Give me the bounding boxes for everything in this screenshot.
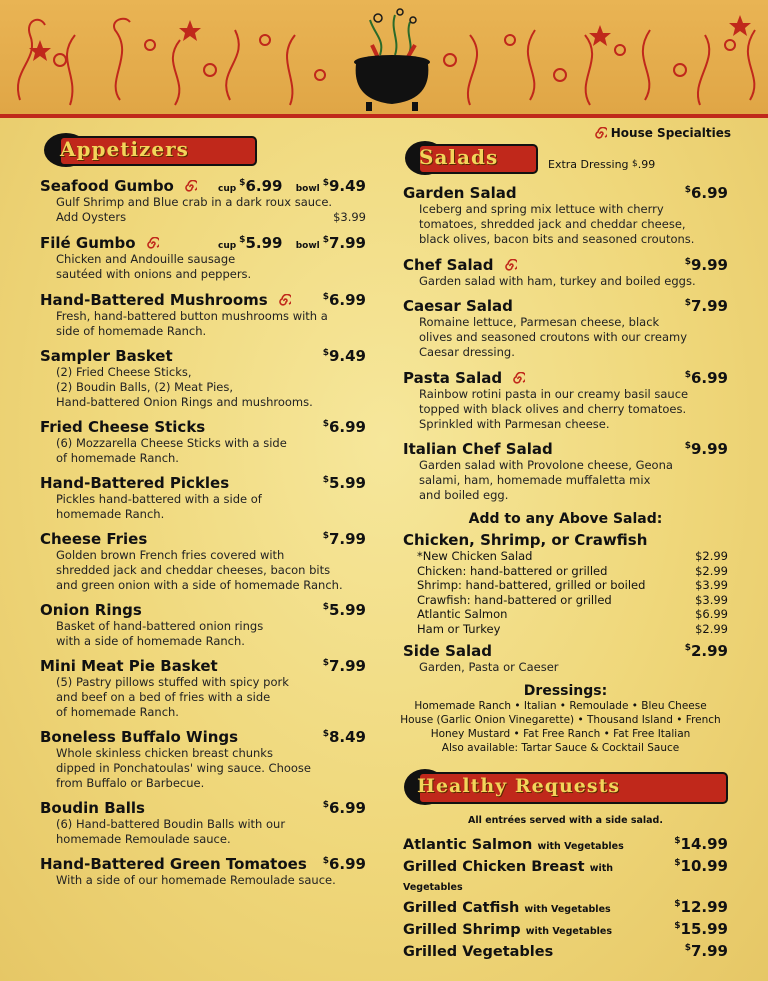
swirl-icon [145,237,159,251]
menu-item: Atlantic Salmon with Vegetables $14.99 [403,835,728,853]
menu-item: Hand-Battered Mushrooms $6.99 Fresh, hand-battered button mushrooms with a side of homemade Ranch. [40,291,366,338]
item-price: 6.99 [328,799,366,817]
item-price: 7.99 [328,234,366,252]
item-price: 6.99 [690,184,728,202]
item-desc: homemade Remoulade sauce. [56,832,231,846]
item-price: 14.99 [680,835,728,853]
menu-item: Filé Gumbo cup$5.99 bowl$7.99 Chicken and Andouille sausage sautéed with onions and peppers. [40,234,366,281]
item-desc: and beef on a bed of fries with a side [56,690,271,704]
item-price: 6.99 [245,177,283,195]
legend-label: House Specialties [610,126,731,140]
menu-item: Hand-Battered Green Tomatoes $6.99 With a side of our homemade Remoulade sauce. [40,855,366,887]
cauldron-icon [354,9,430,111]
item-name: Side Salad [403,642,493,660]
menu-item: Italian Chef Salad $9.99 Garden salad with Provolone cheese, Geona salami, ham, homemade muffaletta mix and boiled egg. [403,440,728,502]
size-label: cup [217,241,237,251]
item-desc: Rainbow rotini pasta in our creamy basil sauce [419,387,689,401]
menu-item: Sampler Basket $9.49 (2) Fried Cheese Sticks, (2) Boudin Balls, (2) Meat Pies, Hand-battered Onion Rings and mushrooms. [40,347,366,409]
addon-row: Chicken: hand-battered or grilled $2.99 [417,563,728,578]
item-desc: black olives, bacon bits and seasoned croutons. [419,232,695,246]
addon-list [403,549,728,636]
item-desc: of homemade Ranch. [56,451,179,465]
item-desc: Iceberg and spring mix lettuce with cherry [419,202,664,216]
appetizers-title: Appetizers [60,137,189,161]
item-name: Onion Rings [40,601,142,619]
addon-row: Ham or Turkey $2.99 [417,621,728,636]
item-desc: Whole skinless chicken breast chunks [56,746,273,760]
item-desc: from Buffalo or Barbecue. [56,776,205,790]
salads-header [403,136,728,178]
menu-item: Garden Salad $6.99 Iceberg and spring mix lettuce with cherry tomatoes, shredded jack and cheddar cheese, black olives, bacon bits and seasoned croutons. [403,184,728,246]
size-label: bowl [295,241,320,251]
item-price: 5.99 [245,234,283,252]
item-price: 7.99 [328,530,366,548]
menu-item: Grilled Shrimp with Vegetables $15.99 [403,920,728,938]
item-desc: of homemade Ranch. [56,705,179,719]
item-name: Grilled Shrimp [403,922,521,938]
item-name: Hand-Battered Mushrooms [40,291,268,309]
item-name: Cheese Fries [40,530,148,548]
menu-item: Side Salad $2.99 Garden, Pasta or Caeser [403,642,728,674]
item-price: 9.99 [690,440,728,458]
menu-item: Seafood Gumbo cup$6.99 bowl$9.49 Gulf Shrimp and Blue crab in a dark roux sauce. Add Oysters $3.99 [40,177,366,224]
item-desc: Romaine lettuce, Parmesan cheese, black [419,315,660,329]
healthy-note: All entrées served with a side salad. [468,815,663,826]
healthy-header [403,765,728,809]
swirl-icon [183,180,197,194]
item-sub: with Vegetables [403,863,614,893]
add-subheading: Chicken, Shrimp, or Crawfish [403,531,648,549]
item-desc: (5) Pastry pillows stuffed with spicy pork [56,675,289,689]
swirl-icon [277,294,291,308]
item-price: 9.49 [328,347,366,365]
menu-item: Onion Rings $5.99 Basket of hand-battered onion rings with a side of homemade Ranch. [40,601,366,648]
menu-item: Mini Meat Pie Basket $7.99 (5) Pastry pillows stuffed with spicy pork and beef on a bed of fries with a side of homemade Ranch. [40,657,366,719]
addon-row: Shrimp: hand-battered, grilled or boiled $3.99 [417,578,728,592]
swirl-icon [503,259,517,273]
item-price: 2.99 [690,642,728,660]
item-desc: (6) Hand-battered Boudin Balls with our [56,817,286,831]
item-desc: shredded jack and cheddar cheeses, bacon bits [56,563,331,577]
item-desc: Garden salad with Provolone cheese, Geona [419,458,673,472]
dressing-line: House (Garlic Onion Vinegarette) • Thousand Island • French [400,714,721,726]
item-desc: topped with black olives and cherry tomatoes. [419,402,687,416]
item-desc: With a side of our homemade Remoulade sauce. [56,873,336,887]
item-desc: and boiled egg. [419,488,509,502]
item-name: Boneless Buffalo Wings [40,728,239,746]
addon-row: *New Chicken Salad $2.99 [417,549,728,563]
item-price: 5.99 [328,601,366,619]
item-price: 7.99 [690,942,728,960]
item-name: Hand-Battered Green Tomatoes [40,855,307,873]
item-desc: homemade Ranch. [56,507,165,521]
item-desc: Fresh, hand-battered button mushrooms with a [56,309,328,323]
item-desc: Golden brown French fries covered with [56,548,285,562]
item-desc: tomatoes, shredded jack and cheddar cheese, [419,217,686,231]
salads-title: Salads [419,145,499,169]
item-desc: sautéed with onions and peppers. [56,267,252,281]
extra-dressing: Extra Dressing $.99 [548,158,656,171]
header-banner [0,0,768,118]
addon-row: Atlantic Salmon $6.99 [417,607,728,621]
item-sub: with Vegetables [524,904,611,915]
dressing-line: Homemade Ranch • Italian • Remoulade • Bleu Cheese [414,700,707,712]
item-sub: with Vegetables [537,841,624,852]
salads-column [400,126,731,963]
dressings-title: Dressings: [523,683,608,699]
swirl-icon [511,372,525,386]
item-desc: side of homemade Ranch. [56,324,207,338]
item-price: 7.99 [690,297,728,315]
item-price: 7.99 [328,657,366,675]
item-price: 12.99 [680,898,728,916]
item-name: Chef Salad [403,256,494,274]
addon-row: Crawfish: hand-battered or grilled $3.99 [417,592,728,607]
item-desc: with a side of homemade Ranch. [56,634,245,648]
item-name: Grilled Vegetables [403,944,554,960]
item-desc: Hand-battered Onion Rings and mushrooms. [56,395,313,409]
size-label: bowl [295,184,320,194]
menu-item: Boudin Balls $6.99 (6) Hand-battered Boudin Balls with our homemade Remoulade sauce. [40,799,366,846]
item-name: Italian Chef Salad [403,440,553,458]
appetizers-header [40,128,366,170]
item-sub: with Vegetables [525,926,612,937]
item-price: 5.99 [328,474,366,492]
item-name: Caesar Salad [403,297,513,315]
item-desc: Caesar dressing. [419,345,515,359]
healthy-title: Healthy Requests [417,775,621,797]
item-name: Pasta Salad [403,369,503,387]
add-heading: Add to any Above Salad: [468,511,663,527]
menu-item: Grilled Catfish with Vegetables $12.99 [403,898,728,916]
item-name: Sampler Basket [40,347,173,365]
appetizers-column [40,128,366,896]
item-desc: (2) Fried Cheese Sticks, [56,365,192,379]
item-desc: Gulf Shrimp and Blue crab in a dark roux sauce. [56,195,333,209]
item-name: Fried Cheese Sticks [40,418,206,436]
menu-item: Grilled Vegetables $7.99 [403,942,728,960]
item-desc: Chicken and Andouille sausage [56,252,236,266]
menu-item: Grilled Chicken Breast with Vegetables $10.99 [403,857,728,893]
size-label: cup [217,184,237,194]
item-name: Garden Salad [403,184,517,202]
item-name: Mini Meat Pie Basket [40,657,218,675]
menu-item: Boneless Buffalo Wings $8.49 Whole skinless chicken breast chunks dipped in Ponchatoulas' wing sauce. Choose from Buffalo or Barbecue. [40,728,366,790]
menu-item: Cheese Fries $7.99 Golden brown French fries covered with shredded jack and cheddar cheeses, bacon bits and green onion with a side of homemade Ranch. [40,530,366,592]
item-desc: Garden salad with ham, turkey and boiled eggs. [419,274,696,288]
item-desc: dipped in Ponchatoulas' wing sauce. Choose [56,761,311,775]
menu-item: Hand-Battered Pickles $5.99 Pickles hand-battered with a side of homemade Ranch. [40,474,366,521]
item-desc: salami, ham, homemade muffaletta mix [419,473,651,487]
item-price: 6.99 [328,418,366,436]
cauldron-flourish-illustration [0,0,768,118]
item-price: 8.49 [328,728,366,746]
menu-item: Chef Salad $9.99 Garden salad with ham, turkey and boiled eggs. [403,256,728,288]
item-desc: (2) Boudin Balls, (2) Meat Pies, [56,380,233,394]
item-desc: (6) Mozzarella Cheese Sticks with a side [56,436,287,450]
item-desc: Pickles hand-battered with a side of [56,492,262,506]
item-name: Boudin Balls [40,799,145,817]
item-name: Grilled Chicken Breast [403,859,585,875]
dressing-line: Honey Mustard • Fat Free Ranch • Fat Free Italian [430,728,691,740]
item-name: Hand-Battered Pickles [40,474,230,492]
item-name: Seafood Gumbo [40,177,174,195]
item-desc: Garden, Pasta or Caeser [419,660,559,674]
menu-item: Fried Cheese Sticks $6.99 (6) Mozzarella Cheese Sticks with a side of homemade Ranch. [40,418,366,465]
item-desc: olives and seasoned croutons with our creamy [419,330,687,344]
item-price: 15.99 [680,920,728,938]
dressing-line: Also available: Tartar Sauce & Cocktail Sauce [441,742,680,754]
menu-item: Pasta Salad $6.99 Rainbow rotini pasta in our creamy basil sauce topped with black olives and cherry tomatoes. Sprinkled with Parmesan cheese. [403,369,728,431]
item-desc: Sprinkled with Parmesan cheese. [419,417,610,431]
extra-price: $3.99 [333,210,366,224]
item-desc: Basket of hand-battered onion rings [56,619,264,633]
item-name: Filé Gumbo [40,234,136,252]
item-price: 6.99 [328,855,366,873]
item-price: 6.99 [690,369,728,387]
item-price: 10.99 [680,857,728,875]
extra-label: Add Oysters [56,210,127,224]
item-price: 9.49 [328,177,366,195]
menu-item: Caesar Salad $7.99 Romaine lettuce, Parmesan cheese, black olives and seasoned croutons with our creamy Caesar dressing. [403,297,728,359]
item-price: 9.99 [690,256,728,274]
item-name: Grilled Catfish [403,900,520,916]
item-price: 6.99 [328,291,366,309]
item-desc: and green onion with a side of homemade Ranch. [56,578,343,592]
item-name: Atlantic Salmon [403,837,533,853]
